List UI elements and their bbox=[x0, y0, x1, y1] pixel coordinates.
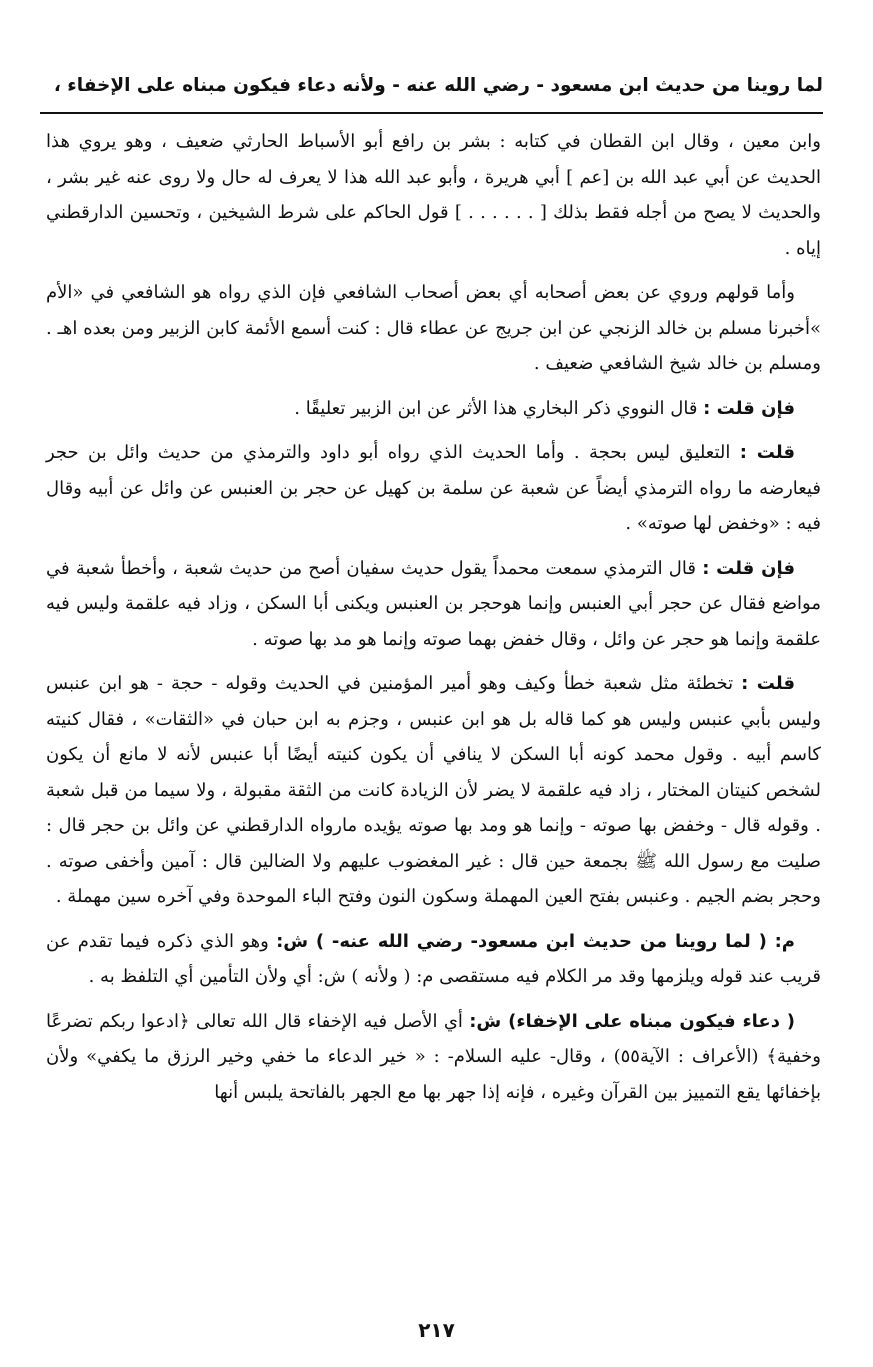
paragraph-text: قال الترمذي سمعت محمداً يقول حديث سفيان أصح من حديث شعبة ، وأخطأ شعبة في مواضع فقال عن حجر أبي العنبس وإنما هوحجر بن العنبس ويكنى أبا السكن ، وزاد فيه علقمة وليس فيه علقمة وإنما هو حجر عن وائل ، وقال خفض بهما صوته وإنما هو مد بها صوته . bbox=[46, 557, 821, 650]
paragraph-text: تخطئة مثل شعبة خطأ وكيف وهو أمير المؤمنين في الحديث وقوله - حجة - هو ابن عنبس وليس بأبي عنبس وليس هو كما قاله بل هو ابن عنبس ، وجزم به ابن حبان في «الثقات» ، فقال كنيته كاسم أبيه . وقول محمد كونه أبا السكن لا ينافي أن يكون كنيته أيضًا أبا عنبس لأنه لا مانع أن يكون لشخص كنيتان المختار ، زاد فيه علقمة لا يضر لأن الزيادة كانت من الثقة مقبولة ، ولا سيما من قبل شعبة . وقوله قال - وخفض بها صوته - وإنما هو ومد بها صوته يؤيده مارواه الدارقطني عن وائل بن حجر قال : صليت مع رسول الله ﷺ بجمعة حين قال : غير المغضوب عليهم ولا الضالين قال : آمين وأخفى صوته . وحجر بضم الجيم . وعنبس بفتح العين المهملة وسكون النون وفتح الباء الموحدة وفي آخره سين مهملة . bbox=[46, 673, 821, 907]
paragraph-lead: فإن قلت : bbox=[702, 557, 796, 579]
paragraph bbox=[46, 435, 821, 542]
paragraph-lead: قلت : bbox=[741, 673, 795, 694]
paragraph bbox=[46, 391, 821, 427]
paragraph-text: وابن معين ، وقال ابن القطان في كتابه : بشر بن رافع أبو الأسباط الحارثي ضعيف ، وهو يروي هذا الحديث عن أبي عبد الله بن [عم ] أبي هريرة ، وأبو عبد الله هذا لا يعرف له حال ولا روى عنه غير بشر ، والحديث لا يصح من أجله فقط بذلك [ . . . . . . ] قول الحاكم على شرط الشيخين ، وتحسين الدارقطني إياه . bbox=[46, 131, 821, 259]
paragraph-text: أي الأصل فيه الإخفاء قال الله تعالى ﴿ادعوا ربكم تضرعًا وخفية﴾ (الأعراف : الآية٥٥) ، وقال- عليه السلام- : « خير الدعاء ما خفي وخير الرزق ما يكفي» ولأن بإخفائها يقع التمييز بين القرآن وغيره ، فإنه إذا جهر بها مع الجهر بالفاتحة يلبس أنها bbox=[46, 1010, 821, 1103]
page-number: ٢١٧ bbox=[418, 1318, 455, 1342]
paragraph bbox=[46, 124, 821, 266]
header-divider bbox=[40, 112, 823, 114]
paragraph bbox=[46, 551, 821, 658]
paragraph bbox=[46, 666, 821, 915]
body-text bbox=[46, 124, 821, 1119]
paragraph bbox=[46, 1004, 821, 1111]
paragraph-lead: ( دعاء فيكون مبناه على الإخفاء) ش: bbox=[469, 1010, 795, 1032]
paragraph-text: التعليق ليس بحجة . وأما الحديث الذي رواه أبو داود والترمذي من حديث وائل بن حجر فيعارضه ما رواه الترمذي أيضاً عن شعبة عن سلمة بن كهيل عن حجر بن العنبس عن وائل عن أبيه وقال فيه : «وخفض لها صوته» . bbox=[46, 442, 821, 534]
paragraph-lead: م: ( لما روينا من حديث ابن مسعود- رضي الله عنه- ) ش: bbox=[276, 930, 795, 952]
paragraph bbox=[46, 275, 821, 382]
paragraph-lead: قلت : bbox=[739, 442, 795, 463]
paragraph bbox=[46, 924, 821, 995]
paragraph-text: قال النووي ذكر البخاري هذا الأثر عن ابن الزبير تعليقًا . bbox=[294, 397, 704, 419]
paragraph-text: وأما قولهم وروي عن بعض أصحابه أي بعض أصحاب الشافعي فإن الذي رواه هو الشافعي في «الأم »أخبرنا مسلم بن خالد الزنجي عن ابن جريج عن عطاء قال : كنت أسمع الأئمة كابن الزبير ومن بعده اهـ . ومسلم بن خالد شيخ الشافعي ضعيف . bbox=[46, 282, 821, 374]
paragraph-text: وهو الذي ذكره فيما تقدم عن قريب عند قوله ويلزمها وقد مر الكلام فيه مستقصى م: ( ولأنه ) ش: أي ولأن التأمين أي التلفظ به . bbox=[46, 930, 821, 987]
running-header: لما روينا من حديث ابن مسعود - رضي الله عنه - ولأنه دعاء فيكون مبناه على الإخفاء ، bbox=[53, 75, 823, 96]
paragraph-lead: فإن قلت : bbox=[703, 397, 795, 419]
